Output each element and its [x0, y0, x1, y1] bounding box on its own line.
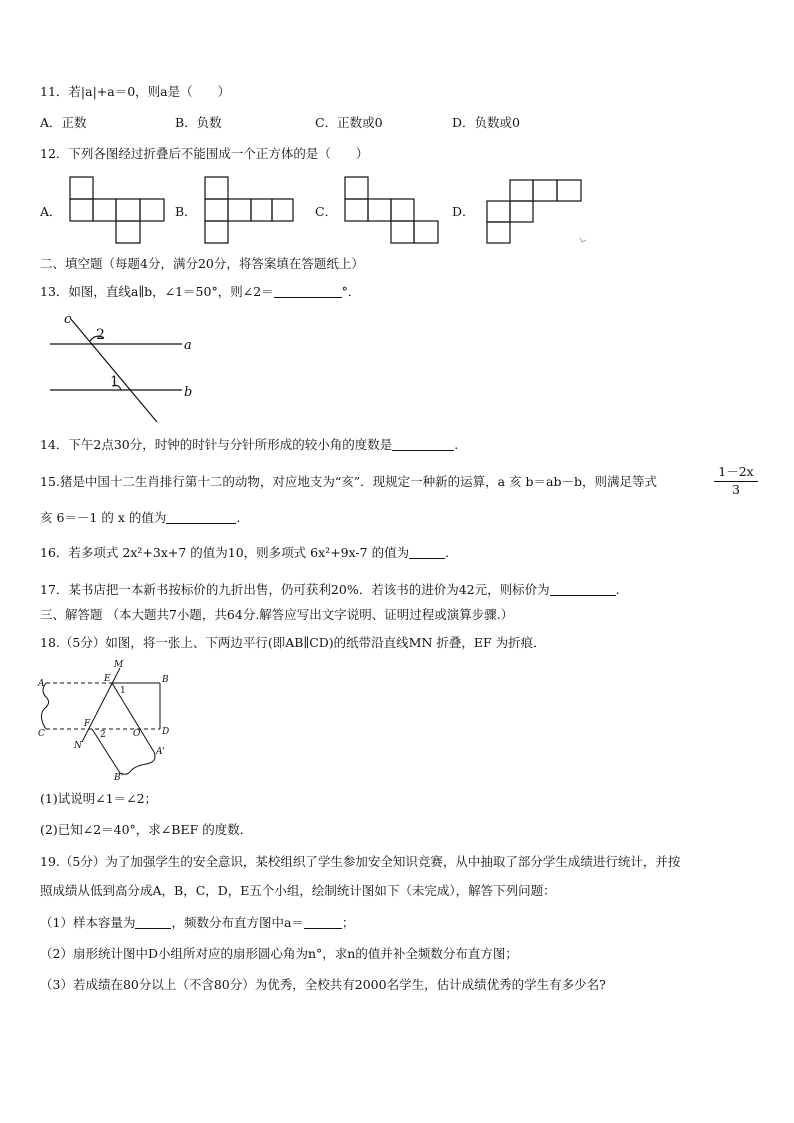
q11-option-b: B．负数: [175, 115, 222, 130]
q19-part1: [40, 915, 354, 931]
label-E: E: [104, 674, 111, 684]
q19-part3: （3）若成绩在80分以上（不含80分）为优秀，全校共有2000名学生，估计成绩优秀的学生有多少名?: [40, 977, 606, 992]
label-angle-2: 2: [100, 730, 106, 740]
q12-label-c: C．: [315, 204, 338, 219]
flap-edge-fb: [92, 729, 120, 773]
q12-label-a: A．: [40, 204, 62, 219]
label-b: b: [184, 385, 193, 400]
label-angle-1: 1: [120, 686, 126, 696]
q19-part1-text-a: （1）样本容量为: [40, 915, 136, 930]
q13-stem-end: °．: [341, 284, 361, 299]
label-O: O: [133, 729, 141, 739]
q13-stem-text: 13．如图，直线a∥b，∠1＝50°，则∠2＝: [40, 284, 274, 299]
q18-part1: (1)试说明∠1＝∠2；: [40, 791, 158, 806]
q18-part2: (2)已知∠2＝40°，求∠BEF 的度数．: [40, 822, 253, 837]
q15-fraction-denominator: 3: [732, 482, 740, 497]
label-angle-2: 2: [96, 327, 105, 343]
label-a: a: [184, 338, 192, 353]
q15-stem: 15.猪是中国十二生肖排行第十二的动物，对应地支为“亥”．现规定一种新的运算，a 亥 b＝ab－b，则满足等式: [40, 474, 658, 489]
q19-sample-size-blank[interactable]: [135, 916, 171, 929]
label-C: C: [38, 729, 45, 739]
q19-part1-text-c: ；: [341, 915, 355, 930]
label-N: N: [74, 741, 82, 751]
q12-label-b: B．: [175, 204, 197, 219]
section2-title: 二、填空题（每题4分，满分20分，将答案填在答题纸上）: [40, 256, 364, 271]
torn-edge-left: [41, 683, 48, 729]
q11-stem: 11．若|a|+a＝0，则a是（ ）: [40, 84, 231, 99]
q17-stem-text: 17．某书店把一本新书按标价的九折出售，仍可获利20%．若该书的进价为42元，则标价为: [40, 582, 550, 597]
label-B-prime: B': [114, 773, 124, 783]
q15-line2-text: 亥 6＝－1 的 x 的值为: [40, 510, 167, 525]
torn-edge-flap: [120, 752, 155, 774]
q14-stem-text: 14．下午2点30分，时钟的时针与分针所形成的较小角的度数是: [40, 437, 393, 452]
label-M: M: [114, 660, 124, 670]
q19-part1-text-b: ，频数分布直方图中a＝: [171, 915, 304, 930]
label-A: A: [38, 679, 45, 689]
q16-stem-text: 16．若多项式 2x²+3x+7 的值为10，则多项式 6x²+9x-7 的值为: [40, 545, 410, 560]
q11-option-a: A．正数: [40, 115, 87, 130]
q19-part2: （2）扇形统计图中D小组所对应的扇形圆心角为n°，求n的值并补全频数分布直方图；: [40, 946, 518, 961]
label-A-prime: A': [156, 747, 165, 757]
q17-stem-end: .: [615, 582, 620, 597]
section3-title: 三、解答题 （本大题共7小题，共64分.解答应写出文字说明、证明过程或演算步骤.）: [40, 607, 514, 622]
label-D: D: [162, 727, 170, 737]
q14-stem-end: .: [454, 437, 459, 452]
q15-fraction-numerator: 1－2x: [714, 462, 758, 482]
label-B: B: [162, 675, 169, 685]
q12-label-d: D．: [452, 204, 475, 219]
q11-option-d: D．负数或0: [452, 115, 520, 130]
q12-stem: 12．下列各图经过折叠后不能围成一个正方体的是（ ）: [40, 146, 369, 161]
q19-a-value-blank[interactable]: [304, 916, 342, 929]
q19-stem-line2: 照成绩从低到高分成A，B，C，D，E五个小组，绘制统计图如下（未完成），解答下列问题：: [40, 883, 556, 898]
q19-stem-line1: 19.（5分）为了加强学生的安全意识，某校组织了学生参加安全知识竞赛，从中抽取了部分学生成绩进行统计，并按: [40, 854, 681, 869]
q15-line2-end: .: [236, 510, 241, 525]
q11-option-c: C．正数或0: [315, 115, 383, 130]
q16-stem-end: .: [445, 545, 450, 560]
label-c: c: [64, 312, 72, 327]
flap-edge-ea: [112, 683, 154, 752]
label-angle-1: 1: [110, 374, 119, 390]
q18-stem: 18.（5分）如图，将一张上、下两边平行(即AB∥CD)的纸带沿直线MN 折叠，EF 为折痕．: [40, 635, 546, 650]
label-F: F: [84, 719, 91, 729]
